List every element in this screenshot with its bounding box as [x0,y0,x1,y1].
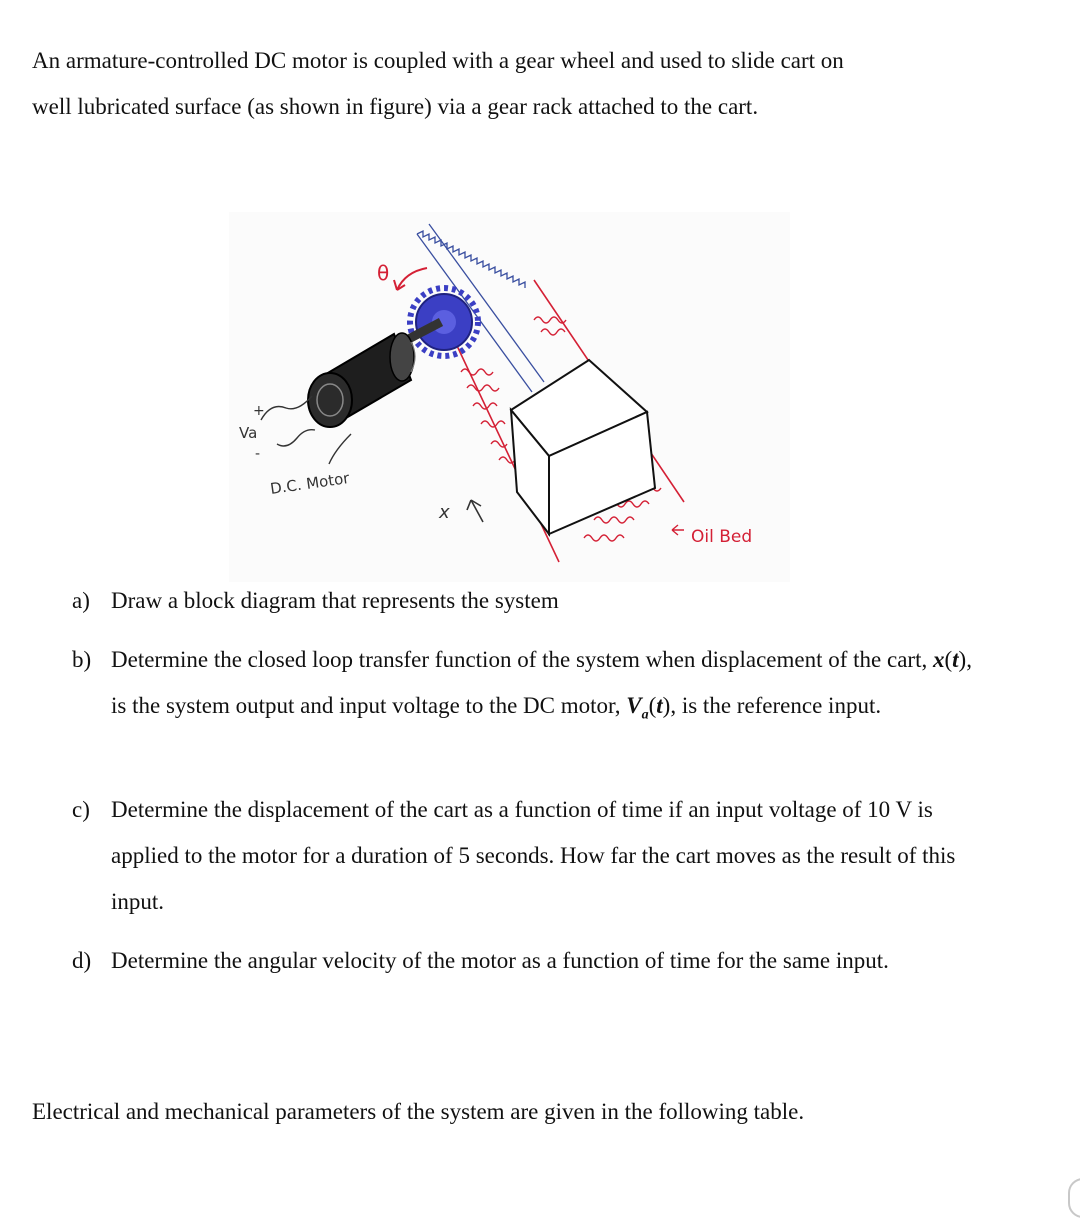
question-b-label: b) [72,647,92,672]
t-symbol: t [952,647,959,672]
x-label: x [439,502,450,523]
plus-sign: + [253,403,265,419]
intro-line-2: well lubricated surface (as shown in figure) via a gear rack attached to the cart. [32,94,759,119]
paren-open-2: ( [648,693,657,718]
intro-paragraph [32,38,1042,130]
motor-cart-sketch [229,212,790,582]
question-a-text: Draw a block diagram that represents the system [111,588,559,613]
v-symbol: V [626,693,642,718]
paren-close-2: ) [662,693,671,718]
question-c-label: c) [72,797,90,822]
question-b-text [111,637,991,739]
t-symbol-2: t [656,693,663,718]
paren-close: ) [958,647,967,672]
question-b-part-1: Determine the closed loop transfer function of the system when displacement of the cart, [111,647,933,672]
input-wire-bottom [277,430,315,446]
cart [511,360,655,534]
dc-motor-body [308,333,415,427]
va-label: Va [239,424,258,442]
theta-label: θ [377,261,390,285]
question-d-label: d) [72,948,92,973]
gear-wheel [410,288,478,356]
corner-widget[interactable] [1068,1178,1080,1218]
x-symbol: x [932,647,945,672]
input-wire-top [261,396,312,420]
system-figure [229,212,790,582]
table-intro: Electrical and mechanical parameters of the system are given in the following table. [32,1099,805,1124]
intro-line-1: An armature-controlled DC motor is coupled with a gear wheel and used to slide cart on [32,48,844,73]
question-b-part-2: , is the system output and input voltage to the DC motor, [111,647,972,718]
minus-sign: - [255,446,261,462]
question-c-text: Determine the displacement of the cart as a function of time if an input voltage of 10 V is applied to the motor for a duration of 5 seconds. How far the cart moves as the result of this input. [111,797,956,914]
displacement-arrow [467,500,483,522]
oil-bed-label: Oil Bed [691,527,753,547]
question-b-part-3: , is the reference input. [670,693,882,718]
v-subscript: a [641,707,649,723]
motor-pointer [329,434,351,464]
paren-open: ( [944,647,953,672]
motor-label: D.C. Motor [269,469,351,498]
question-d-text: Determine the angular velocity of the motor as a function of time for the same input. [111,948,889,973]
question-a-label: a) [72,588,90,613]
